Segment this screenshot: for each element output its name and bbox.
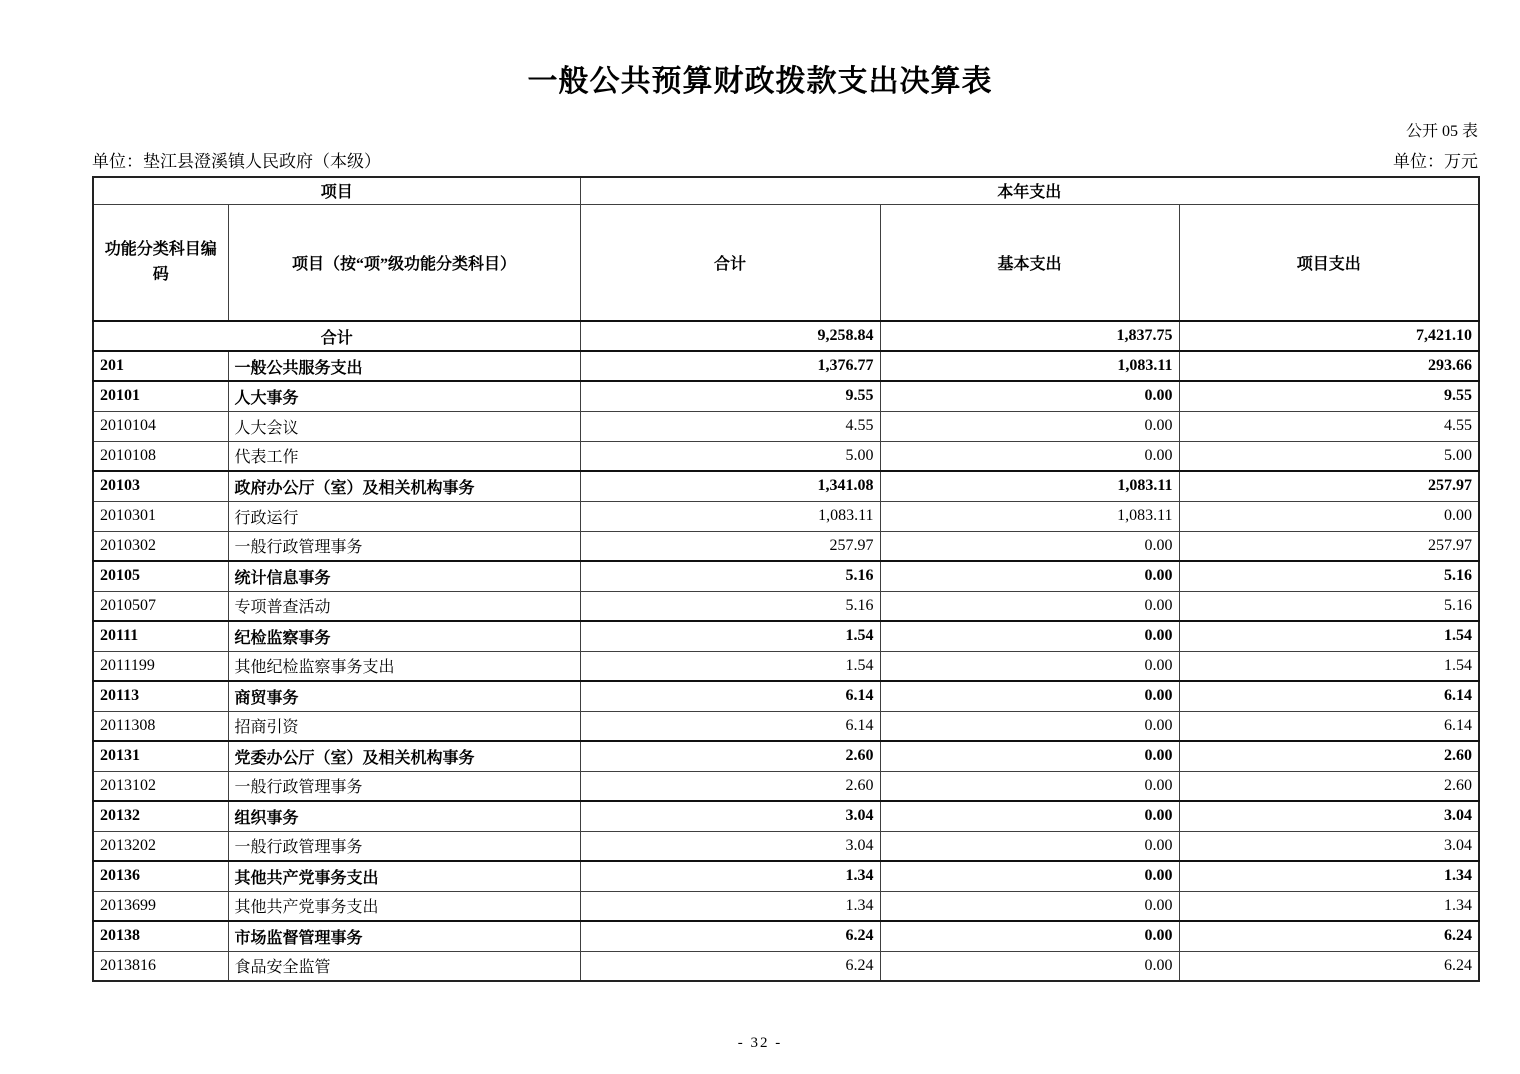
- table-row: [93, 591, 1479, 621]
- basic-expense-cell: 0.00: [880, 891, 1179, 921]
- basic-expense-cell: 0.00: [880, 441, 1179, 471]
- basic-expense-cell: 0.00: [880, 831, 1179, 861]
- table-row: [93, 501, 1479, 531]
- code-cell: 2011199: [93, 651, 228, 681]
- basic-expense-cell: 0.00: [880, 591, 1179, 621]
- table-row: [93, 561, 1479, 591]
- project-expense-cell: 0.00: [1179, 501, 1479, 531]
- total-cell: 2.60: [580, 741, 880, 771]
- code-cell: 20101: [93, 381, 228, 411]
- project-expense-cell: 5.00: [1179, 441, 1479, 471]
- project-expense-cell: 2.60: [1179, 771, 1479, 801]
- header-col-code: 功能分类科目编码: [93, 204, 228, 321]
- table-row: [93, 621, 1479, 651]
- header-group-current-year: 本年支出: [580, 177, 1479, 204]
- header-col-project: 项目支出: [1179, 204, 1479, 321]
- total-cell: 3.04: [580, 831, 880, 861]
- code-cell: 20105: [93, 561, 228, 591]
- item-cell: 一般行政管理事务: [228, 831, 580, 861]
- item-cell: 市场监督管理事务: [228, 921, 580, 951]
- header-col-total: 合计: [580, 204, 880, 321]
- item-cell: 统计信息事务: [228, 561, 580, 591]
- code-cell: 2010507: [93, 591, 228, 621]
- code-cell: 20138: [93, 921, 228, 951]
- table-row: [93, 771, 1479, 801]
- basic-expense-cell: 1,083.11: [880, 351, 1179, 381]
- table-row: [93, 951, 1479, 981]
- project-expense-cell: 257.97: [1179, 531, 1479, 561]
- total-cell: 6.14: [580, 711, 880, 741]
- table-row: [93, 921, 1479, 951]
- table-row: [93, 321, 1479, 351]
- code-cell: 2010108: [93, 441, 228, 471]
- total-cell: 9.55: [580, 381, 880, 411]
- project-expense-cell: 4.55: [1179, 411, 1479, 441]
- table-row: [93, 471, 1479, 501]
- code-cell: 20113: [93, 681, 228, 711]
- project-expense-cell: 6.14: [1179, 681, 1479, 711]
- table-row: [93, 441, 1479, 471]
- project-expense-cell: 5.16: [1179, 561, 1479, 591]
- project-expense-cell: 1.54: [1179, 621, 1479, 651]
- basic-expense-cell: 1,083.11: [880, 471, 1179, 501]
- total-cell: 257.97: [580, 531, 880, 561]
- table-header: [93, 177, 1479, 321]
- total-cell: 1.54: [580, 621, 880, 651]
- project-expense-cell: 293.66: [1179, 351, 1479, 381]
- basic-expense-cell: 0.00: [880, 381, 1179, 411]
- header-col-item: 项目（按“项”级功能分类科目）: [228, 204, 580, 321]
- project-expense-cell: 6.14: [1179, 711, 1479, 741]
- basic-expense-cell: 0.00: [880, 561, 1179, 591]
- basic-expense-cell: 0.00: [880, 711, 1179, 741]
- currency-unit-label: 单位：万元: [1393, 152, 1478, 171]
- item-cell: 党委办公厅（室）及相关机构事务: [228, 741, 580, 771]
- total-cell: 1.34: [580, 861, 880, 891]
- unit-name-label: 单位：垫江县澄溪镇人民政府（本级）: [92, 152, 381, 171]
- table-row: [93, 741, 1479, 771]
- code-cell: 2010301: [93, 501, 228, 531]
- table-row: [93, 381, 1479, 411]
- total-cell: 3.04: [580, 801, 880, 831]
- project-expense-cell: 257.97: [1179, 471, 1479, 501]
- basic-expense-cell: 1,837.75: [880, 321, 1179, 351]
- project-expense-cell: 6.24: [1179, 921, 1479, 951]
- item-cell: 人大会议: [228, 411, 580, 441]
- code-cell: 20131: [93, 741, 228, 771]
- table-body: [93, 321, 1479, 981]
- item-cell: 其他共产党事务支出: [228, 861, 580, 891]
- basic-expense-cell: 0.00: [880, 741, 1179, 771]
- code-cell: 2013816: [93, 951, 228, 981]
- basic-expense-cell: 0.00: [880, 921, 1179, 951]
- project-expense-cell: 9.55: [1179, 381, 1479, 411]
- total-cell: 5.00: [580, 441, 880, 471]
- item-cell: 专项普查活动: [228, 591, 580, 621]
- item-cell: 政府办公厅（室）及相关机构事务: [228, 471, 580, 501]
- total-cell: 5.16: [580, 591, 880, 621]
- code-cell: 2013699: [93, 891, 228, 921]
- item-cell: 商贸事务: [228, 681, 580, 711]
- project-expense-cell: 1.34: [1179, 891, 1479, 921]
- item-cell: 组织事务: [228, 801, 580, 831]
- table-row: [93, 891, 1479, 921]
- item-cell: 纪检监察事务: [228, 621, 580, 651]
- total-cell: 6.24: [580, 951, 880, 981]
- table-row: [93, 531, 1479, 561]
- project-expense-cell: 2.60: [1179, 741, 1479, 771]
- total-cell: 2.60: [580, 771, 880, 801]
- item-cell: 行政运行: [228, 501, 580, 531]
- code-cell: 2010302: [93, 531, 228, 561]
- basic-expense-cell: 0.00: [880, 861, 1179, 891]
- project-expense-cell: 1.54: [1179, 651, 1479, 681]
- item-cell: 一般公共服务支出: [228, 351, 580, 381]
- basic-expense-cell: 0.00: [880, 621, 1179, 651]
- total-cell: 6.14: [580, 681, 880, 711]
- table-code: 公开 05 表: [1405, 123, 1478, 140]
- item-cell: 合计: [93, 321, 580, 351]
- project-expense-cell: 1.34: [1179, 861, 1479, 891]
- item-cell: 其他纪检监察事务支出: [228, 651, 580, 681]
- project-expense-cell: 6.24: [1179, 951, 1479, 981]
- basic-expense-cell: 0.00: [880, 801, 1179, 831]
- budget-table: [92, 176, 1480, 982]
- total-cell: 1,341.08: [580, 471, 880, 501]
- project-expense-cell: 7,421.10: [1179, 321, 1479, 351]
- project-expense-cell: 3.04: [1179, 831, 1479, 861]
- total-cell: 4.55: [580, 411, 880, 441]
- page-number: - 32 -: [737, 1035, 783, 1051]
- total-cell: 9,258.84: [580, 321, 880, 351]
- total-cell: 1,376.77: [580, 351, 880, 381]
- total-cell: 1.34: [580, 891, 880, 921]
- total-cell: 5.16: [580, 561, 880, 591]
- header-columns-row: [93, 204, 1479, 321]
- basic-expense-cell: 0.00: [880, 771, 1179, 801]
- meta-line: [92, 147, 1478, 172]
- code-cell: 201: [93, 351, 228, 381]
- basic-expense-cell: 0.00: [880, 531, 1179, 561]
- header-group-item: 项目: [93, 177, 580, 204]
- total-cell: 1.54: [580, 651, 880, 681]
- item-cell: 招商引资: [228, 711, 580, 741]
- basic-expense-cell: 0.00: [880, 681, 1179, 711]
- item-cell: 人大事务: [228, 381, 580, 411]
- header-group-row: [93, 177, 1479, 204]
- table-row: [93, 861, 1479, 891]
- basic-expense-cell: 1,083.11: [880, 501, 1179, 531]
- page-title: 一般公共预算财政拨款支出决算表: [527, 65, 993, 98]
- code-cell: 2011308: [93, 711, 228, 741]
- total-cell: 1,083.11: [580, 501, 880, 531]
- code-cell: 2010104: [93, 411, 228, 441]
- item-cell: 食品安全监管: [228, 951, 580, 981]
- table-row: [93, 681, 1479, 711]
- project-expense-cell: 3.04: [1179, 801, 1479, 831]
- total-cell: 6.24: [580, 921, 880, 951]
- code-cell: 20132: [93, 801, 228, 831]
- table-row: [93, 411, 1479, 441]
- table-row: [93, 651, 1479, 681]
- basic-expense-cell: 0.00: [880, 411, 1179, 441]
- header-col-basic: 基本支出: [880, 204, 1179, 321]
- item-cell: 一般行政管理事务: [228, 771, 580, 801]
- table-row: [93, 351, 1479, 381]
- code-cell: 20136: [93, 861, 228, 891]
- basic-expense-cell: 0.00: [880, 951, 1179, 981]
- table-row: [93, 831, 1479, 861]
- code-cell: 2013102: [93, 771, 228, 801]
- code-cell: 20111: [93, 621, 228, 651]
- basic-expense-cell: 0.00: [880, 651, 1179, 681]
- table-row: [93, 711, 1479, 741]
- code-cell: 20103: [93, 471, 228, 501]
- code-cell: 2013202: [93, 831, 228, 861]
- item-cell: 其他共产党事务支出: [228, 891, 580, 921]
- item-cell: 一般行政管理事务: [228, 531, 580, 561]
- table-row: [93, 801, 1479, 831]
- project-expense-cell: 5.16: [1179, 591, 1479, 621]
- item-cell: 代表工作: [228, 441, 580, 471]
